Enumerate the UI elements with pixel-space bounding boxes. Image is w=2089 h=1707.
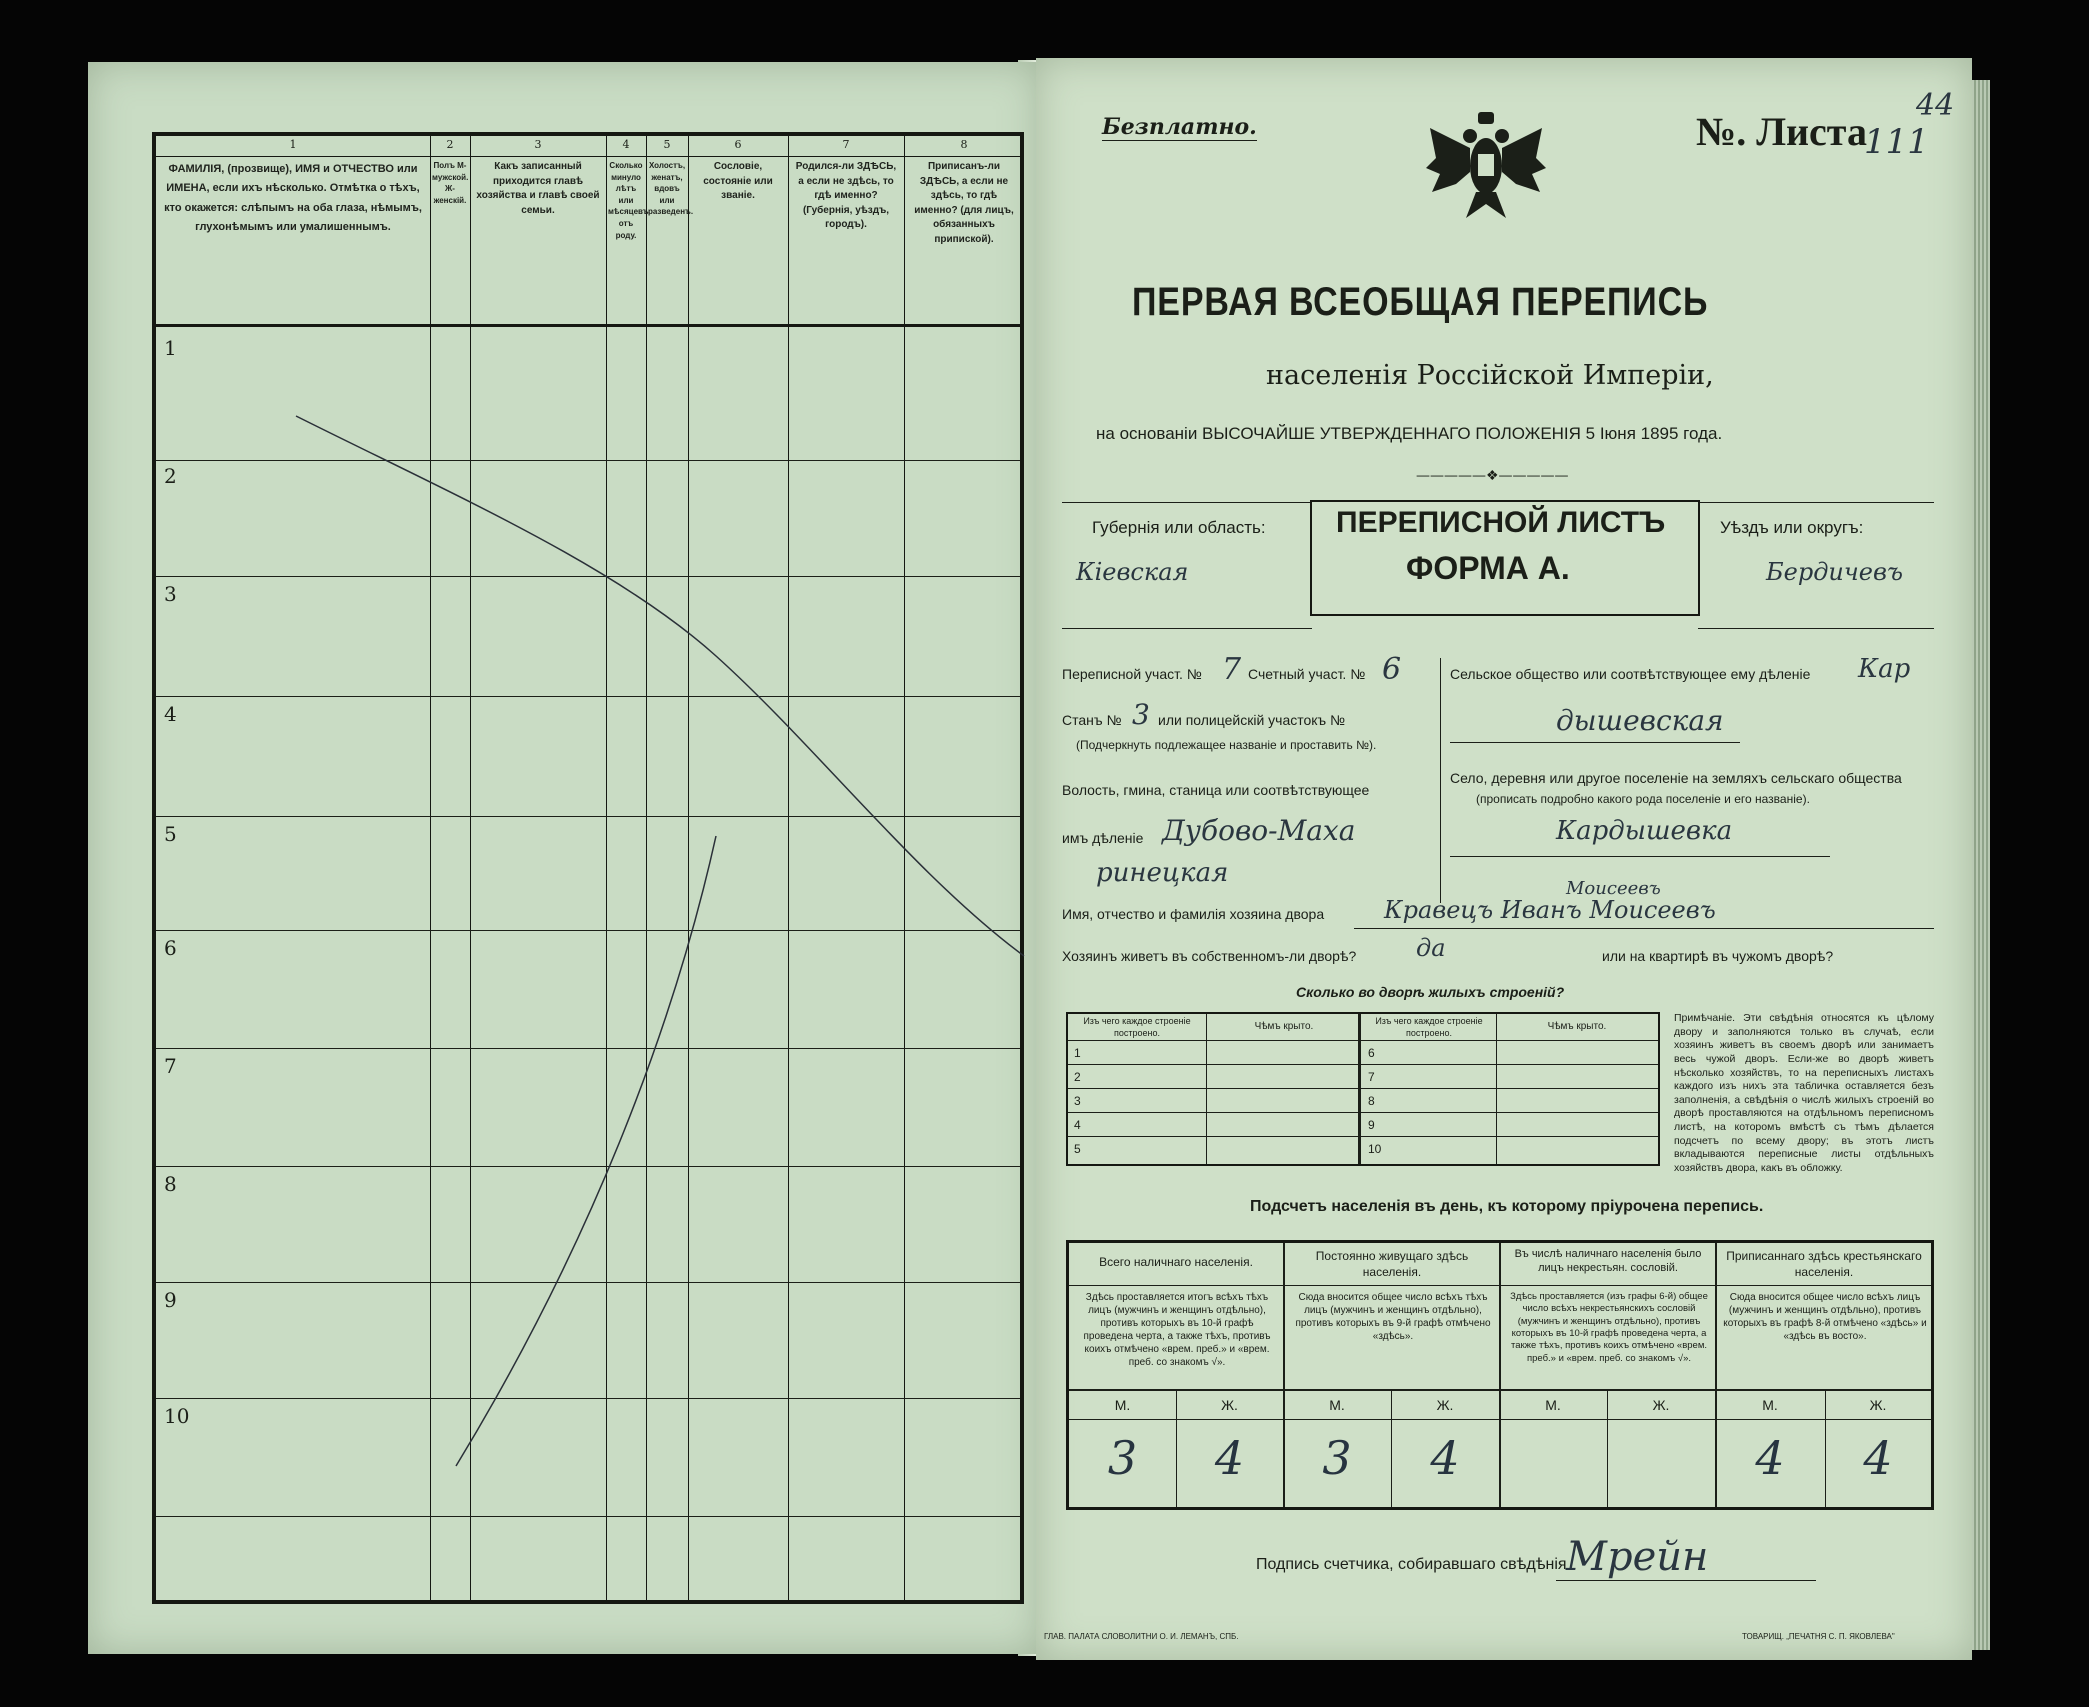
owner-value: Кравецъ Иванъ Моисеевъ [1384, 896, 1716, 924]
count-col-head: Въ числѣ наличнаго населенія было лицъ некрестьян. сословій. [1514, 1248, 1702, 1275]
count-col-head: Постоянно живущаго здѣсь населенія. [1315, 1249, 1469, 1279]
female-label: Ж. [1436, 1397, 1454, 1413]
count-value: 4 [1755, 1431, 1785, 1485]
column-number: 3 [534, 138, 542, 151]
column-header-sex: Полъ М-мужской. Ж-женскій. [432, 161, 469, 205]
female-label: Ж. [1869, 1397, 1887, 1413]
count-value: 3 [1322, 1431, 1352, 1485]
buildings-col-roof: Чѣмъ крыто. [1254, 1021, 1314, 1032]
row-number: 3 [164, 582, 177, 606]
society-value: Кар [1858, 654, 1911, 684]
count-district-label: Счетный участ. № [1248, 666, 1366, 682]
volost-value: Дубово-Маха [1162, 814, 1356, 847]
row-number: 6 [164, 936, 177, 960]
male-label: М. [1545, 1397, 1561, 1413]
row-number: 10 [164, 1404, 190, 1428]
building-row-num: 7 [1368, 1070, 1375, 1084]
volost-label: Волость, гмина, станица или соотвѣтствующее [1062, 782, 1370, 798]
count-value: 4 [1214, 1431, 1245, 1485]
gubernia-value: Кіевская [1076, 558, 1189, 586]
column-header-age: Сколько минуло лѣтъ или мѣсяцевъ отъ роду. [608, 161, 649, 240]
female-label: Ж. [1221, 1397, 1238, 1413]
row-number: 1 [164, 336, 177, 360]
ornament-divider: —————❖————— [1416, 468, 1569, 484]
buildings-table [1066, 1012, 1660, 1166]
form-title: ПЕРЕПИСНОЙ ЛИСТЪ [1336, 506, 1666, 539]
buildings-col-material-2: Изъ чего каждое строеніе построено. [1375, 1016, 1483, 1038]
double-headed-eagle-icon [1426, 108, 1546, 228]
signature: Мрейн [1566, 1534, 1709, 1580]
census-title: ПЕРВАЯ ВСЕОБЩАЯ ПЕРЕПИСЬ [1132, 280, 1709, 324]
gubernia-label: Губернія или область: [1092, 518, 1266, 537]
uezd-value: Бердичевъ [1766, 558, 1903, 586]
owner-label: Имя, отчество и фамилія хозяина двора [1062, 906, 1325, 922]
stan-label: Станъ № [1062, 712, 1122, 728]
column-header-relation: Какъ записанный приходится главѣ хозяйства и главѣ своей семьи. [476, 161, 600, 216]
village-note: (прописать подробно какого рода поселеніе и его названіе). [1476, 792, 1810, 806]
stan-note: (Подчеркнуть подлежащее названіе и проставить №). [1076, 738, 1377, 752]
count-col-desc: Сюда вносится общее число всѣхъ лицъ (мужчинъ и женщинъ отдѣльно), противъ которыхъ въ графѣ 8-й отмѣчено «здѣсь» и «здѣсь въ восто». [1723, 1292, 1927, 1342]
printer-left: ГЛАВ. ПАЛАТА СЛОВОЛИТНИ О. И. ЛЕМАНЪ, СПБ. [1044, 1632, 1239, 1641]
household-members-table [152, 132, 1024, 1604]
male-label: М. [1114, 1397, 1131, 1413]
count-col-head: Приписаннаго здѣсь крестьянскаго населенія. [1726, 1249, 1922, 1279]
rent-label: или на квартирѣ въ чужомъ дворѣ? [1602, 948, 1834, 964]
own-yard-value: да [1416, 934, 1446, 962]
building-row-num: 10 [1368, 1142, 1382, 1156]
buildings-col-material: Изъ чего каждое строеніе построено. [1083, 1016, 1191, 1038]
building-row-num: 6 [1368, 1046, 1375, 1060]
count-value: 4 [1430, 1431, 1460, 1485]
count-col-head: Всего наличнаго населенія. [1099, 1255, 1253, 1269]
society-label: Сельское общество или соотвѣтствующее ему дѣленіе [1450, 666, 1811, 682]
column-header-name: ФАМИЛІЯ, (прозвище), ИМЯ и ОТЧЕСТВО или ИМЕНА, если ихъ нѣсколько. Отмѣтка о тѣхъ, кто окажется: слѣпымъ на оба глаза, нѣмымъ, глухонѣмымъ или умалишеннымъ. [164, 163, 422, 233]
left-page [88, 62, 1040, 1654]
column-header-registered: Приписанъ-ли ЗДѢСЬ, а если не здѣсь, то гдѣ именно? (для лицъ, обязанныхъ припиской). [914, 161, 1014, 245]
building-row-num: 4 [1074, 1118, 1081, 1132]
column-number: 1 [289, 138, 297, 151]
sheet-number-hand: 111 [1864, 122, 1929, 162]
printer-right: ТОВАРИЩ. „ПЕЧАТНЯ С. П. ЯКОВЛЕВА" [1742, 1632, 1895, 1641]
row-number: 9 [164, 1288, 177, 1312]
column-header-estate: Сословіе, состояніе или званіе. [703, 161, 773, 201]
sheet-number-label: №. Листа [1696, 109, 1867, 154]
column-header-birthplace: Родился-ли ЗДѢСЬ, а если не здѣсь, то гдѣ именно? (Губернія, уѣздъ, городъ). [795, 161, 897, 230]
stan-value: 3 [1132, 698, 1150, 731]
row-number: 7 [164, 1054, 177, 1078]
building-row-num: 1 [1074, 1046, 1081, 1060]
building-row-num: 8 [1368, 1094, 1375, 1108]
society-value-2: дышевская [1556, 704, 1724, 737]
building-row-num: 2 [1074, 1070, 1081, 1084]
population-count-title: Подсчетъ населенія въ день, къ которому пріурочена перепись. [1250, 1198, 1764, 1215]
buildings-question: Сколько во дворѣ жилыхъ строеній? [1296, 984, 1565, 1000]
count-value: 3 [1107, 1431, 1138, 1485]
count-col-desc: Здѣсь проставляется (изъ графы 6-й) общее число всѣхъ некрестьянскихъ сословій (мужчинъ и женщинъ отдѣльно), противъ которыхъ въ 10-й графѣ проведена черта, а также тѣхъ, противъ коихъ отмѣчено «врем. преб.» и «врем. преб. со знакомъ √». [1510, 1291, 1708, 1364]
buildings-note: Примѣчаніе. Эти свѣдѣнія относятся къ цѣлому двору и заполняются только въ случаѣ, если хозяинъ живетъ въ своемъ дворѣ или занимаетъ весь чужой дворъ. Если-же во дворѣ живетъ нѣсколько хозяйствъ, то на переписныхъ листахъ каждого изъ нихъ эта табличка оставляется безъ заполненія, а свѣдѣнія о числѣ жилыхъ строеній во дворѣ проставляются на отдѣльномъ переписномъ листѣ, на которомъ вмѣстѣ съ тѣмъ дѣлается подсчетъ по всему двору; въ этотъ листъ вкладываются переписные листы отдѣльныхъ хозяйствъ двора, какъ въ обложку. [1674, 1012, 1934, 1175]
building-row-num: 3 [1074, 1094, 1081, 1108]
row-number: 8 [164, 1172, 177, 1196]
column-number: 6 [734, 138, 742, 151]
strike-through-lines [156, 136, 1028, 1608]
village-label: Село, деревня или другое поселеніе на земляхъ сельскаго общества [1450, 770, 1902, 786]
count-district-value: 6 [1382, 652, 1402, 687]
column-number: 7 [842, 138, 850, 151]
sheet-number-hand-top: 44 [1916, 88, 1955, 123]
female-label: Ж. [1652, 1397, 1670, 1413]
buildings-col-roof-2: Чѣмъ крыто. [1547, 1021, 1607, 1032]
police-district-label: или полицейскій участокъ № [1158, 712, 1346, 728]
row-number: 2 [164, 464, 177, 488]
right-page [1036, 58, 1972, 1660]
own-yard-label: Хозяинъ живетъ въ собственномъ-ли дворѣ? [1062, 948, 1357, 964]
building-row-num: 9 [1368, 1118, 1375, 1132]
volost-value-2: ринецкая [1096, 858, 1229, 888]
male-label: М. [1762, 1397, 1778, 1413]
count-value: 4 [1863, 1431, 1893, 1485]
column-number: 8 [960, 138, 968, 151]
row-number: 5 [164, 822, 177, 846]
column-number: 4 [622, 138, 630, 151]
population-count-table [1066, 1240, 1934, 1510]
male-label: М. [1329, 1397, 1345, 1413]
count-col-desc: Сюда вносится общее число всѣхъ тѣхъ лицъ (мужчинъ и женщинъ отдѣльно), противъ которыхъ въ 9-й графѣ отмѣчено «здѣсь». [1295, 1292, 1491, 1342]
village-value: Кардышевка [1556, 816, 1733, 846]
volost-label-2: имъ дѣленіе [1062, 830, 1144, 846]
column-header-marital: Холостъ, женатъ, вдовъ или разведенъ. [648, 161, 694, 217]
building-row-num: 5 [1074, 1142, 1081, 1156]
count-col-desc: Здѣсь проставляется итогъ всѣхъ тѣхъ лицъ (мужчинъ и женщинъ отдѣльно), противъ которыхъ въ 10-й графѣ проведена черта, а также тѣхъ, противъ коихъ отмѣчено «врем. преб.» и «врем. преб. со знакомъ √». [1083, 1292, 1271, 1368]
form-subtitle: ФОРМА А. [1406, 550, 1570, 586]
row-number: 4 [164, 702, 177, 726]
signature-label: Подпись счетчика, собиравшаго свѣдѣнія [1256, 1556, 1567, 1573]
uezd-label: Уѣздъ или округъ: [1720, 518, 1864, 537]
column-number: 2 [446, 138, 454, 151]
free-label: Безплатно. [1102, 114, 1257, 140]
column-number: 5 [663, 138, 671, 151]
owner-value-above: Моисеевъ [1566, 878, 1661, 899]
census-district-value: 7 [1222, 652, 1242, 687]
census-subtitle: населенія Россійской Имперіи, [1266, 360, 1714, 391]
census-basis: на основаніи ВЫСОЧАЙШЕ УТВЕРЖДЕННАГО ПОЛОЖЕНІЯ 5 Іюня 1895 года. [1096, 424, 1723, 443]
census-district-label: Переписной участ. № [1062, 666, 1202, 682]
